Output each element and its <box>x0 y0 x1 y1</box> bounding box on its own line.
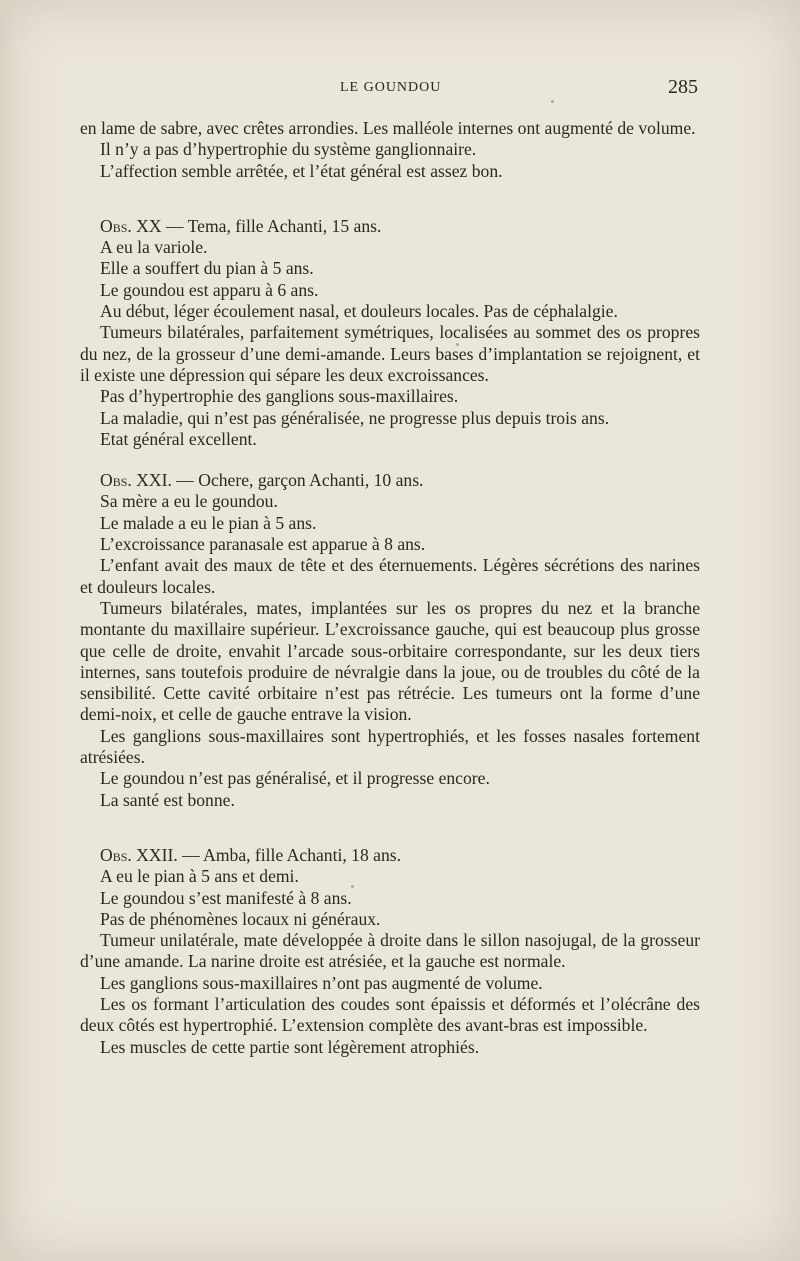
observation-heading <box>80 470 700 491</box>
paragraph: Etat général excellent. <box>100 428 257 449</box>
paragraph: Pas d’hypertrophie des ganglions sous-maxillaires. <box>100 386 459 407</box>
paragraph: en lame de sabre, avec crêtes arrondies. Les malléole internes ont augmenté de volume. <box>80 118 696 138</box>
paragraph: Le malade a eu le pian à 5 ans. <box>100 512 317 533</box>
section-gap <box>80 450 700 470</box>
paragraph: Les ganglions sous-maxillaires sont hypertrophiés, et les fosses nasales fortement atrésiées. <box>80 725 700 768</box>
ink-speck <box>551 100 554 103</box>
page-number: 285 <box>668 76 698 98</box>
paragraph: Tumeurs bilatérales, parfaitement symétriques, localisées au sommet des os propres du nez, de la grosseur d’une demi-amande. Leurs bases d’implantation se rejoignent, et il existe une dépression qui sépare les deux excroissances. <box>80 322 700 385</box>
observation-subject: — Tema, fille Achanti, 15 ans. <box>161 215 382 236</box>
paragraph: A eu le pian à 5 ans et demi. <box>100 866 299 887</box>
paragraph: Les ganglions sous-maxillaires n’ont pas augmenté de volume. <box>100 972 543 993</box>
paragraph: La maladie, qui n’est pas généralisée, ne progresse plus depuis trois ans. <box>100 407 610 428</box>
paragraph: Le goundou n’est pas généralisé, et il progresse encore. <box>100 768 490 789</box>
paragraph: L’excroissance paranasale est apparue à 8 ans. <box>100 534 426 555</box>
observation-label: Obs. XX <box>100 215 162 236</box>
paragraph: Les muscles de cette partie sont légèrement atrophiés. <box>100 1036 480 1057</box>
observation-label: Obs. XXII <box>100 844 174 865</box>
body-text <box>80 118 700 1058</box>
paragraph: Le goundou s’est manifesté à 8 ans. <box>100 887 352 908</box>
observation-heading <box>80 216 700 237</box>
paragraph: La santé est bonne. <box>100 789 235 810</box>
paragraph: Tumeur unilatérale, mate développée à droite dans le sillon nasojugal, de la grosseur d’une amande. La narine droite est atrésiée, et la gauche est normale. <box>80 930 700 972</box>
observation-label: Obs. XXI <box>100 470 168 491</box>
running-title: LE GOUNDOU <box>340 80 442 95</box>
paragraph: Il n’y a pas d’hypertrophie du système ganglionnaire. <box>100 139 477 160</box>
paragraph: L’enfant avait des maux de tête et des éternuements. Légères sécrétions des narines et douleurs locales. <box>80 555 700 597</box>
paragraph: Le goundou est apparu à 6 ans. <box>100 279 319 300</box>
running-head <box>0 76 800 100</box>
observation-subject: . — Ochere, garçon Achanti, 10 ans. <box>167 470 424 491</box>
paragraph: A eu la variole. <box>100 237 208 258</box>
section-gap <box>80 811 700 845</box>
paragraph: Elle a souffert du pian à 5 ans. <box>100 258 314 279</box>
paragraph: Pas de phénomènes locaux ni généraux. <box>100 908 381 929</box>
section-gap <box>80 182 700 216</box>
paragraph: L’affection semble arrêtée, et l’état général est assez bon. <box>100 160 503 181</box>
observation-heading <box>80 845 700 866</box>
paragraph: Sa mère a eu le goundou. <box>100 491 278 512</box>
paragraph: Tumeurs bilatérales, mates, implantées sur les os propres du nez et la branche montante du maxillaire supérieur. L’excroissance gauche, qui est beaucoup plus grosse que celle de droite, envahit l’arcade sous-orbitaire correspondante, sur les deux tiers internes, sans toutefois produire de névralgie dans la joue, ou de troubles du côté de la sensibilité. Cette cavité orbitaire n’est pas rétrécie. Les tumeurs ont la forme d’une demi-noix, et celle de gauche entrave la vision. <box>80 597 700 725</box>
paragraph: Au début, léger écoulement nasal, et douleurs locales. Pas de céphalalgie. <box>100 301 618 322</box>
page-edge-shadow <box>0 0 14 1261</box>
paragraph: Les os formant l’articulation des coudes sont épaissis et déformés et l’olécrâne des deux côtés est hypertrophié. L’extension complète des avant-bras est impossible. <box>80 993 700 1036</box>
observation-subject: . — Amba, fille Achanti, 18 ans. <box>173 844 402 865</box>
